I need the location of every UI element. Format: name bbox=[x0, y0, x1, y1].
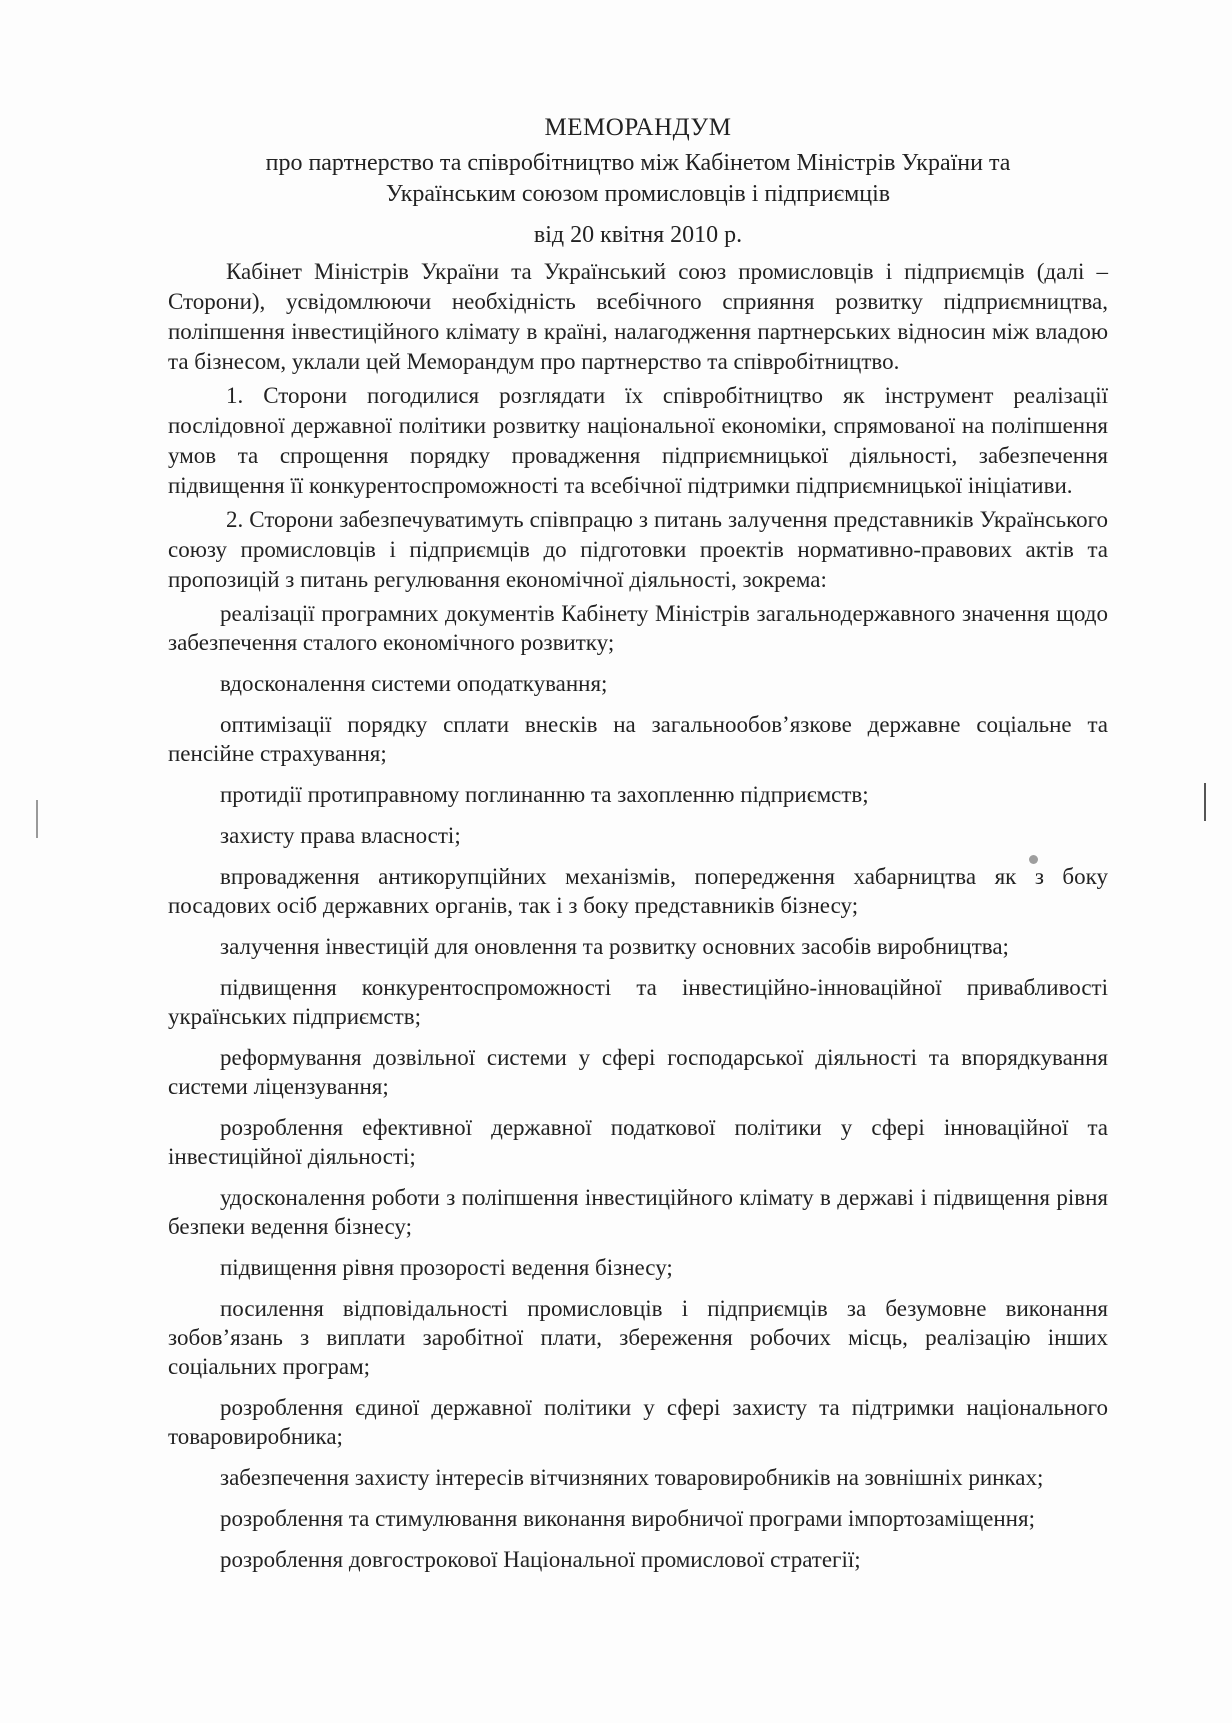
list-item: вдосконалення системи оподаткування; bbox=[220, 671, 608, 696]
list-item: підвищення конкурентоспроможності та інвестиційно-інноваційної привабливості українських підприємств; bbox=[168, 975, 1108, 1029]
list-item: оптимізації порядку сплати внесків на загальнообов’язкове державне соціальне та пенсійне страхування; bbox=[168, 712, 1108, 766]
list-item: розроблення довгострокової Національної промислової стратегії; bbox=[220, 1547, 861, 1572]
list-item: удосконалення роботи з поліпшення інвестиційного клімату в державі і підвищення рівня безпеки ведення бізнесу; bbox=[168, 1185, 1108, 1239]
clause-2: 2. Сторони забезпечуватимуть співпрацю з питань залучення представників Українського союзу промисловців і підприємців до підготовки проектів нормативно-правових актів та пропозицій з питань регулювання економічної діяльності, зокрема: bbox=[168, 507, 1108, 592]
list-item: впровадження антикорупційних механізмів, попередження хабарництва як з боку посадових осіб державних органів, так і з боку представників бізнесу; bbox=[168, 864, 1108, 918]
list-item: посилення відповідальності промисловців і підприємців за безумовне виконання зобов’язань з виплати заробітної плати, збереження робочих місць, реалізацію інших соціальних програм; bbox=[168, 1296, 1108, 1379]
document-body bbox=[168, 112, 1108, 1586]
list-item: розроблення та стимулювання виконання виробничої програми імпортозаміщення; bbox=[220, 1506, 1035, 1531]
list-item: розроблення ефективної державної податкової політики у сфері інноваційної та інвестиційної діяльності; bbox=[168, 1115, 1108, 1169]
document-title: МЕМОРАНДУМ bbox=[544, 114, 732, 141]
list-item: протидії протиправному поглинанню та захопленню підприємств; bbox=[220, 782, 869, 807]
list-item: розроблення єдиної державної політики у сфері захисту та підтримки національного товаровиробника; bbox=[168, 1395, 1108, 1449]
clause-1: 1. Сторони погодилися розглядати їх співробітництво як інструмент реалізації послідовної державної політики розвитку національної економіки, спрямованої на поліпшення умов та спрощення порядку провадження підприємницької діяльності, забезпечення підвищення її конкурентоспроможності та всебічної підтримки підприємницької ініціативи. bbox=[168, 383, 1108, 498]
document-subtitle: про партнерство та співробітництво між Кабінетом Міністрів України та Українським союзом промисловців і підприємців bbox=[265, 150, 1011, 207]
list-item: захисту права власності; bbox=[220, 823, 461, 848]
list-item: підвищення рівня прозорості ведення бізнесу; bbox=[220, 1255, 673, 1280]
intro-paragraph: Кабінет Міністрів України та Український союз промисловців і підприємців (далі – Сторони), усвідомлюючи необхідність всебічного сприяння розвитку підприємництва, поліпшення інвестиційного клімату в країні, налагодження партнерських відносин між владою та бізнесом, уклали цей Меморандум про партнерство та співробітництво. bbox=[168, 259, 1108, 374]
scan-artifact-right bbox=[1204, 783, 1206, 821]
list-item: реформування дозвільної системи у сфері господарської діяльності та впорядкування системи ліцензування; bbox=[168, 1045, 1108, 1099]
document-date: від 20 квітня 2010 р. bbox=[533, 222, 743, 248]
list-item: забезпечення захисту інтересів вітчизняних товаровиробників на зовнішніх ринках; bbox=[220, 1465, 1044, 1490]
list-item: залучення інвестицій для оновлення та розвитку основних засобів виробництва; bbox=[220, 934, 1009, 959]
scan-artifact-left bbox=[36, 800, 38, 838]
list-item: реалізації програмних документів Кабінету Міністрів загальнодержавного значення щодо забезпечення сталого економічного розвитку; bbox=[168, 601, 1108, 655]
